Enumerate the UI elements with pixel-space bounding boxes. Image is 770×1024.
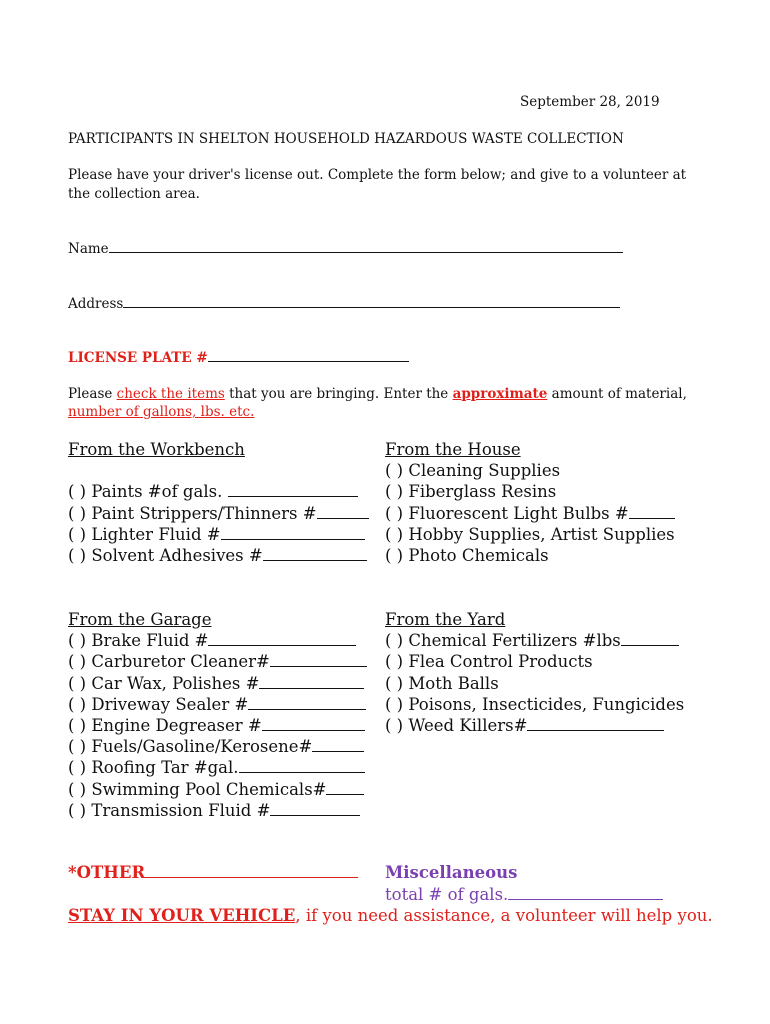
- checklist-item[interactable]: [385, 630, 684, 651]
- miscellaneous-total-field[interactable]: [385, 885, 663, 904]
- item-label: ( ) Transmission Fluid #: [68, 800, 271, 820]
- garage-section: [68, 609, 367, 821]
- amount-input-line[interactable]: [312, 739, 364, 752]
- instructions-line-1: [68, 386, 687, 402]
- yard-section: [385, 609, 684, 736]
- item-label: ( ) Engine Degreaser #: [68, 716, 262, 736]
- amount-input-line[interactable]: [239, 760, 365, 773]
- checklist-item[interactable]: [385, 503, 675, 524]
- item-label: ( ) Brake Fluid #: [68, 631, 209, 651]
- license-plate-label: LICENSE PLATE #: [68, 350, 208, 366]
- item-label: ( ) Carburetor Cleaner#: [68, 652, 270, 672]
- stay-in-vehicle-notice: [68, 906, 713, 925]
- amount-input-line[interactable]: [270, 803, 360, 816]
- misc-total-input-line[interactable]: [508, 887, 663, 900]
- garage-heading: From the Garage: [68, 610, 212, 629]
- item-label: ( ) Paint Strippers/Thinners #: [68, 503, 317, 523]
- item-label: ( ) Fluorescent Light Bulbs #: [385, 503, 629, 523]
- checklist-item[interactable]: [385, 715, 684, 736]
- checklist-item[interactable]: ( ) Cleaning Supplies: [385, 461, 561, 481]
- misc-total-label: total # of gals.: [385, 885, 509, 904]
- amount-input-line[interactable]: [527, 718, 664, 731]
- amount-input-line[interactable]: [228, 484, 358, 497]
- house-heading: From the House: [385, 440, 521, 459]
- amount-input-line[interactable]: [270, 654, 367, 667]
- amount-input-line[interactable]: [629, 506, 675, 519]
- checklist-item[interactable]: [68, 736, 367, 757]
- checklist-item[interactable]: ( ) Photo Chemicals: [385, 546, 549, 566]
- instructions-text: that you are bringing. Enter the: [224, 386, 453, 402]
- item-label: ( ) Paints #of gals.: [68, 482, 228, 502]
- other-field[interactable]: [68, 863, 358, 882]
- license-plate-field[interactable]: [68, 349, 409, 366]
- checklist-item[interactable]: [68, 651, 367, 672]
- stay-in-vehicle-text: STAY IN YOUR VEHICLE: [68, 906, 296, 925]
- address-input-line[interactable]: [123, 295, 620, 308]
- item-label: ( ) Chemical Fertilizers #lbs: [385, 631, 621, 651]
- item-label: ( ) Fuels/Gasoline/Kerosene#: [68, 737, 313, 757]
- house-section: [385, 439, 675, 566]
- checklist-item[interactable]: ( ) Fiberglass Resins: [385, 482, 557, 502]
- workbench-section: [68, 439, 369, 566]
- item-label: ( ) Lighter Fluid #: [68, 524, 221, 544]
- document-title: PARTICIPANTS IN SHELTON HOUSEHOLD HAZARDOUS WASTE COLLECTION: [68, 131, 624, 147]
- checklist-item[interactable]: [68, 779, 367, 800]
- checklist-item[interactable]: [68, 481, 369, 502]
- approximate-text: approximate: [452, 386, 548, 402]
- checklist-item[interactable]: [68, 800, 367, 821]
- checklist-item[interactable]: [68, 630, 367, 651]
- item-label: ( ) Swimming Pool Chemicals#: [68, 779, 327, 799]
- amount-input-line[interactable]: [621, 633, 679, 646]
- checklist-item[interactable]: ( ) Flea Control Products: [385, 652, 593, 672]
- yard-heading: From the Yard: [385, 610, 506, 629]
- checklist-item[interactable]: [68, 757, 367, 778]
- checklist-item[interactable]: ( ) Poisons, Insecticides, Fungicides: [385, 694, 685, 714]
- other-label: *OTHER: [68, 863, 146, 882]
- amount-input-line[interactable]: [259, 676, 364, 689]
- item-label: ( ) Weed Killers#: [385, 716, 528, 736]
- other-input-line[interactable]: [145, 865, 358, 878]
- amount-input-line[interactable]: [208, 633, 356, 646]
- workbench-heading: From the Workbench: [68, 440, 245, 459]
- item-label: ( ) Solvent Adhesives #: [68, 546, 263, 566]
- instructions-text: Please: [68, 386, 117, 402]
- intro-text-line-1: Please have your driver's license out. Complete the form below; and give to a volunteer at: [68, 167, 687, 183]
- assistance-text: , if you need assistance, a volunteer will help you.: [295, 906, 713, 925]
- checklist-item[interactable]: ( ) Hobby Supplies, Artist Supplies: [385, 524, 675, 544]
- address-field[interactable]: [68, 295, 620, 312]
- name-label: Name: [68, 241, 109, 257]
- intro-text-line-2: the collection area.: [68, 186, 200, 202]
- check-items-text: check the items: [116, 386, 225, 402]
- license-plate-input-line[interactable]: [208, 349, 409, 362]
- item-label: ( ) Roofing Tar #gal.: [68, 758, 239, 778]
- checklist-item[interactable]: [68, 545, 369, 566]
- checklist-item[interactable]: [68, 715, 367, 736]
- checklist-item[interactable]: [68, 503, 369, 524]
- amount-input-line[interactable]: [248, 697, 366, 710]
- amount-input-line[interactable]: [263, 548, 367, 561]
- amount-input-line[interactable]: [262, 718, 365, 731]
- miscellaneous-heading: Miscellaneous: [385, 863, 518, 882]
- name-field[interactable]: [68, 240, 623, 257]
- checklist-item[interactable]: ( ) Moth Balls: [385, 673, 499, 693]
- amount-input-line[interactable]: [221, 527, 365, 540]
- item-label: ( ) Car Wax, Polishes #: [68, 673, 260, 693]
- checklist-item[interactable]: [68, 694, 367, 715]
- name-input-line[interactable]: [109, 240, 623, 253]
- instructions-text: amount of material,: [547, 386, 687, 402]
- checklist-item[interactable]: [68, 524, 369, 545]
- address-label: Address: [68, 296, 124, 312]
- document-date: September 28, 2019: [520, 94, 660, 110]
- instructions-line-2: number of gallons, lbs. etc.: [68, 404, 255, 420]
- amount-input-line[interactable]: [326, 782, 364, 795]
- amount-input-line[interactable]: [317, 506, 369, 519]
- checklist-item[interactable]: [68, 673, 367, 694]
- item-label: ( ) Driveway Sealer #: [68, 694, 249, 714]
